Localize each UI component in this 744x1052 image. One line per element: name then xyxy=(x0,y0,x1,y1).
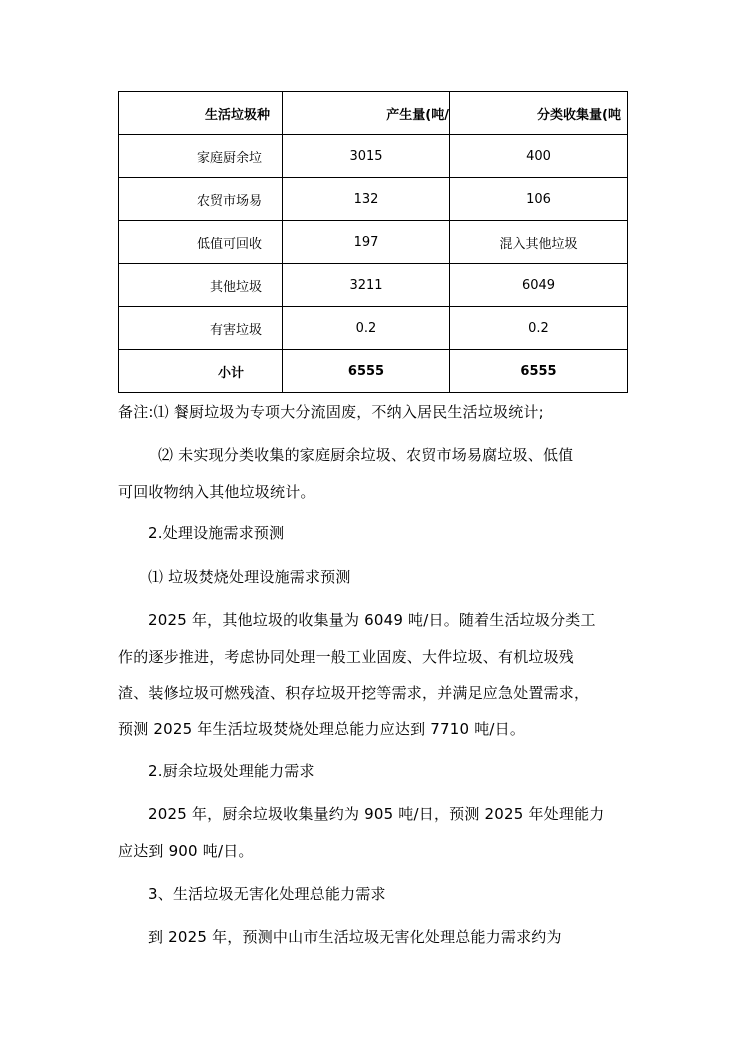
paragraph-3-line-1: 到 2025 年，预测中山市生活垃圾无害化处理总能力需求约为 xyxy=(148,928,562,946)
row-label: 有害垃圾 xyxy=(119,307,283,350)
paragraph-1-line-2: 作的逐步推进，考虑协同处理一般工业固废、大件垃圾、有机垃圾残 xyxy=(118,648,575,666)
subsection-heading-kitchen-waste: 2.厨余垃圾处理能力需求 xyxy=(148,762,315,780)
note-2-line-1: ⑵ 未实现分类收集的家庭厨余垃圾、农贸市场易腐垃圾、低值 xyxy=(158,446,574,464)
subsection-heading-incineration: ⑴ 垃圾焚烧处理设施需求预测 xyxy=(148,568,351,586)
section-heading-2: 2.处理设施需求预测 xyxy=(148,524,285,542)
paragraph-2-line-1: 2025 年，厨余垃圾收集量约为 905 吨/日，预测 2025 年处理能力 xyxy=(148,805,605,823)
waste-statistics-table xyxy=(118,91,628,393)
row-label: 农贸市场易 xyxy=(119,178,283,221)
row-collection: 106 xyxy=(450,178,628,221)
paragraph-1-line-4: 预测 2025 年生活垃圾焚烧处理总能力应达到 7710 吨/日。 xyxy=(118,720,526,738)
row-collection: 6049 xyxy=(450,264,628,307)
row-production: 3211 xyxy=(283,264,450,307)
header-production: 产生量(吨/ xyxy=(283,92,450,135)
row-production: 3015 xyxy=(283,135,450,178)
total-label: 小计 xyxy=(119,350,283,393)
header-waste-type: 生活垃圾种 xyxy=(119,92,283,135)
table-row xyxy=(119,264,628,307)
row-label: 低值可回收 xyxy=(119,221,283,264)
note-2-line-2: 可回收物纳入其他垃圾统计。 xyxy=(118,483,316,501)
paragraph-1-line-3: 渣、装修垃圾可燃残渣、积存垃圾开挖等需求，并满足应急处置需求， xyxy=(118,684,590,702)
header-collection: 分类收集量(吨 xyxy=(450,92,628,135)
row-collection: 400 xyxy=(450,135,628,178)
table-row xyxy=(119,221,628,264)
row-collection: 0.2 xyxy=(450,307,628,350)
row-label: 其他垃圾 xyxy=(119,264,283,307)
row-production: 197 xyxy=(283,221,450,264)
row-production: 132 xyxy=(283,178,450,221)
total-collection: 6555 xyxy=(450,350,628,393)
table-row xyxy=(119,307,628,350)
row-label: 家庭厨余垃 xyxy=(119,135,283,178)
row-production: 0.2 xyxy=(283,307,450,350)
total-production: 6555 xyxy=(283,350,450,393)
table-header-row xyxy=(119,92,628,135)
row-collection: 混入其他垃圾 xyxy=(450,221,628,264)
table-row xyxy=(119,135,628,178)
table-row xyxy=(119,178,628,221)
section-heading-3: 3、生活垃圾无害化处理总能力需求 xyxy=(148,885,386,903)
paragraph-1-line-1: 2025 年，其他垃圾的收集量为 6049 吨/日。随着生活垃圾分类工 xyxy=(148,611,596,629)
table-total-row xyxy=(119,350,628,393)
note-1: 备注:⑴ 餐厨垃圾为专项大分流固废，不纳入居民生活垃圾统计; xyxy=(118,403,544,421)
paragraph-2-line-2: 应达到 900 吨/日。 xyxy=(118,842,254,860)
